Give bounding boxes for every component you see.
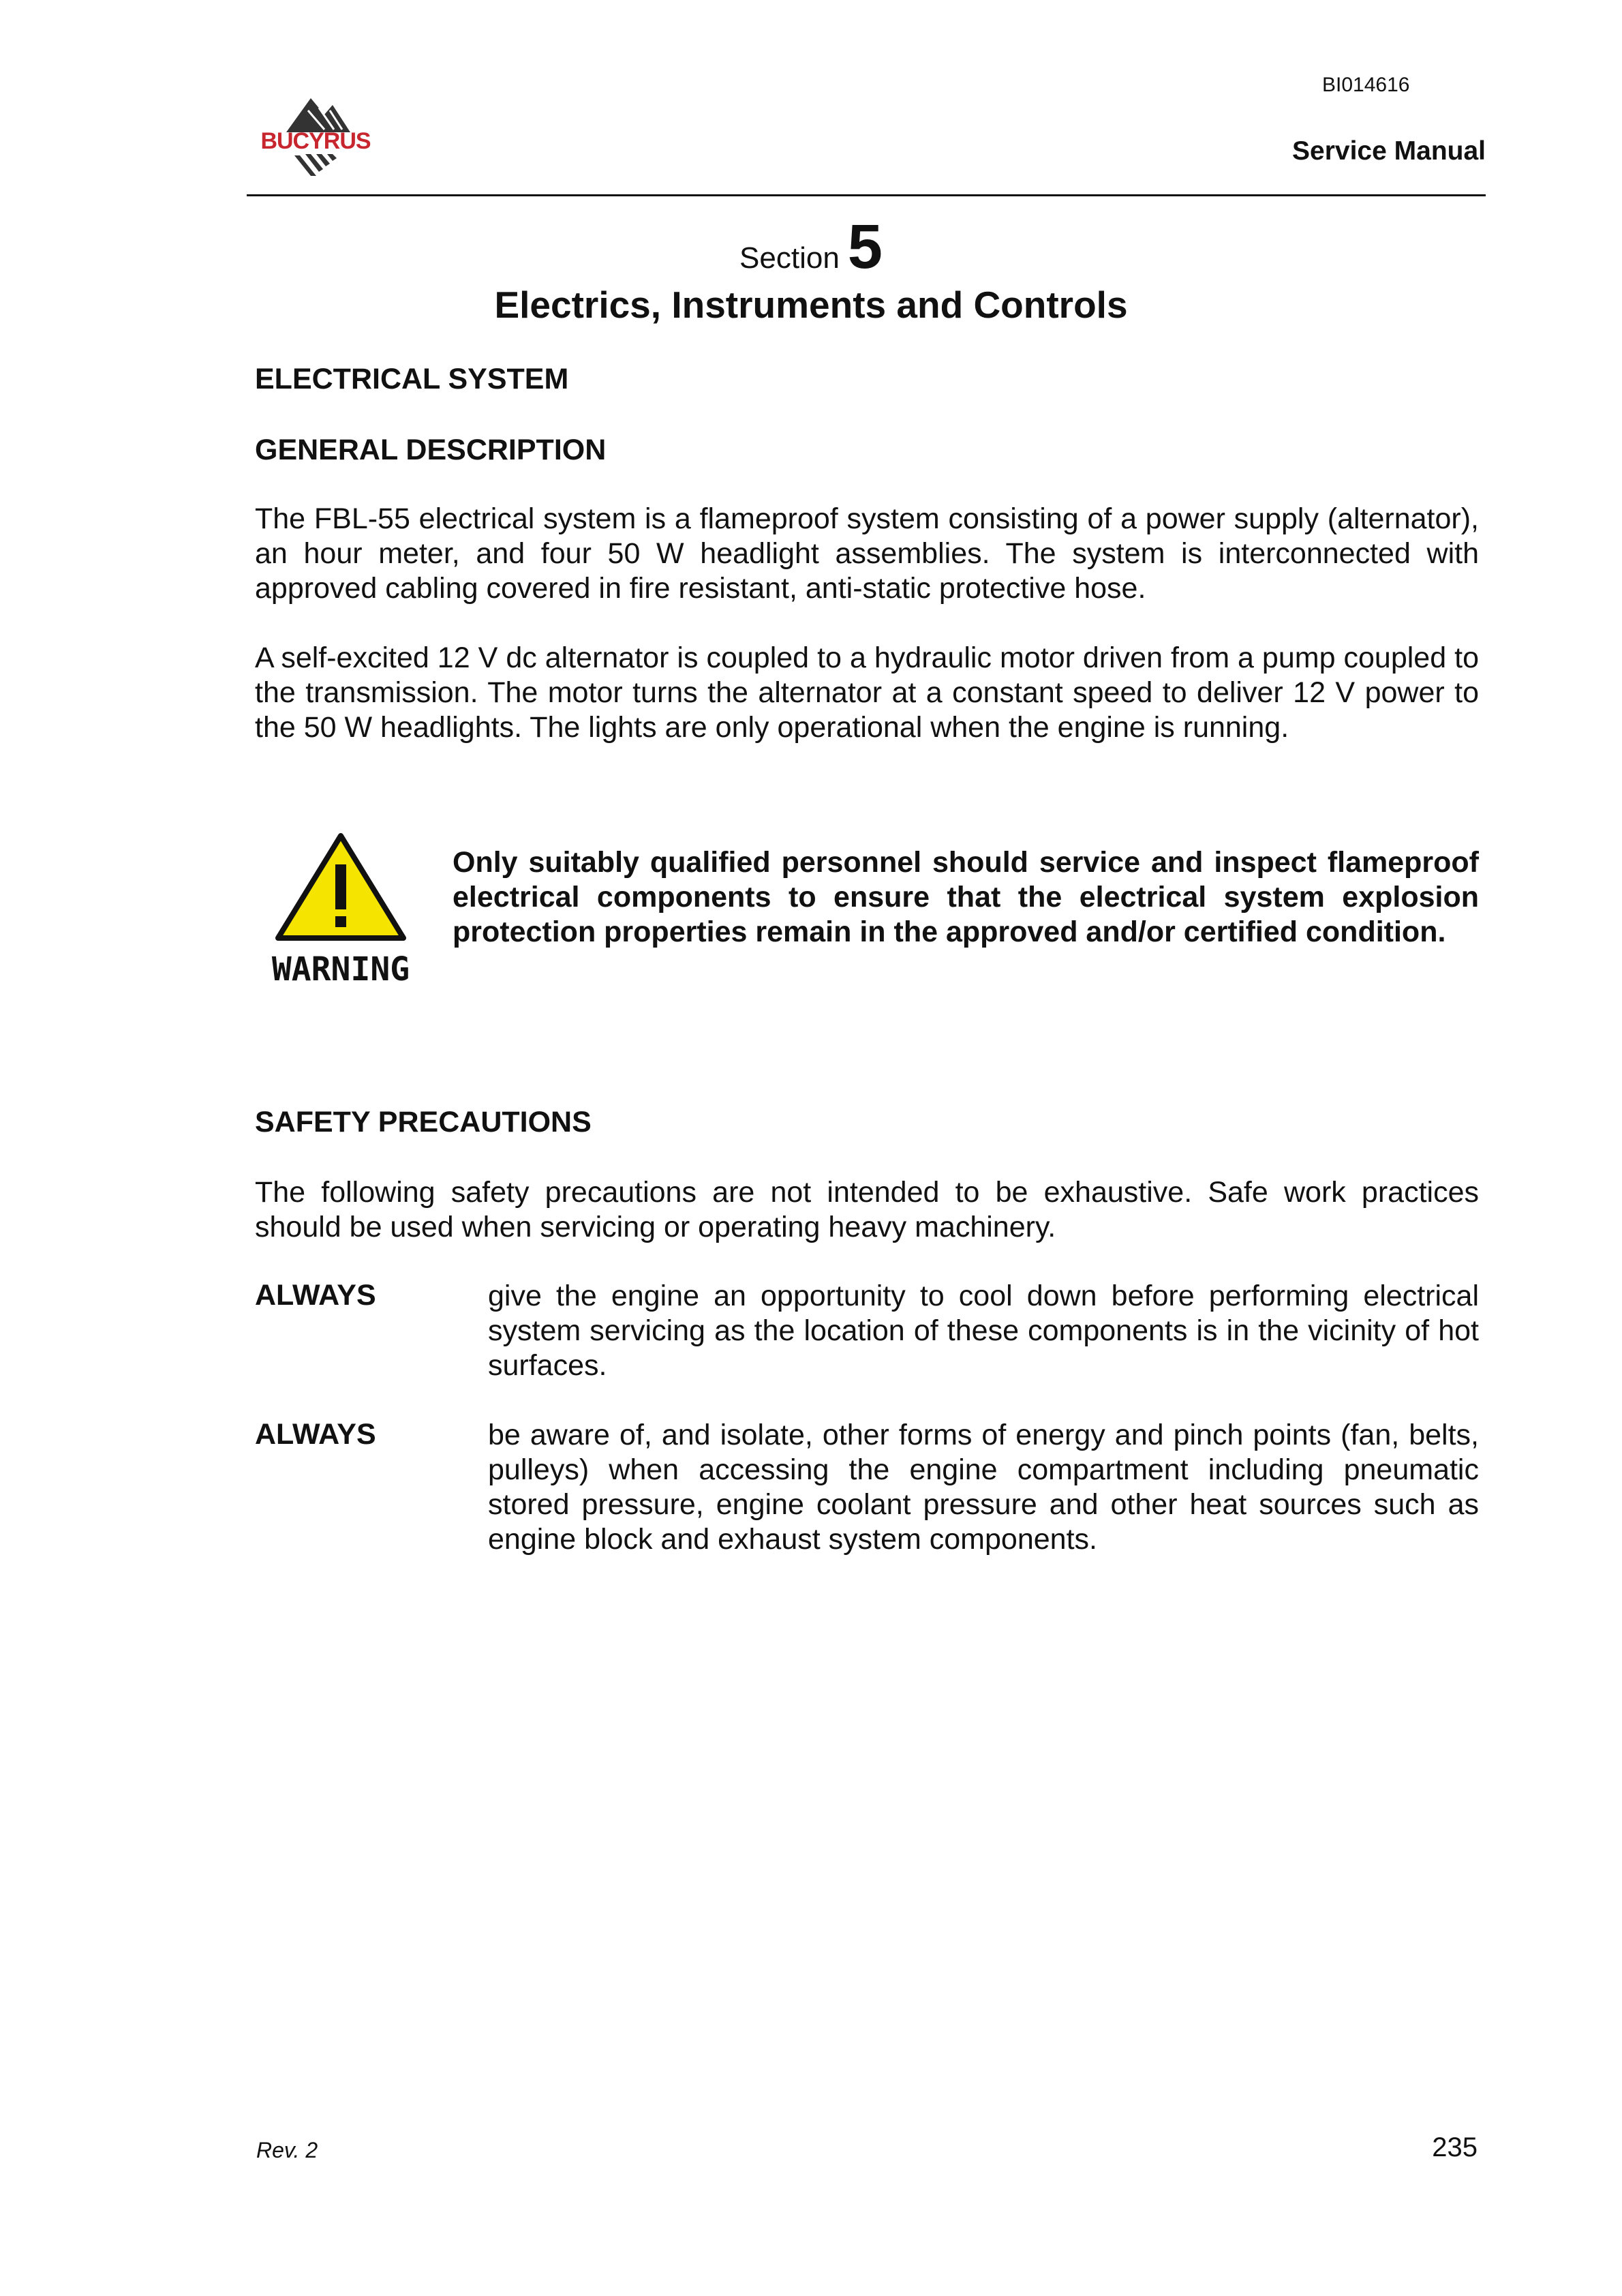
precaution-label: ALWAYS [255, 1279, 376, 1312]
precaution-text: give the engine an opportunity to cool down before performing electrical system servicing as the location of these components is in the vicinity of hot surfaces. [488, 1280, 1479, 1382]
warning-icon [254, 829, 431, 993]
heading-electrical-system: ELECTRICAL SYSTEM [255, 363, 569, 395]
section-heading [0, 211, 1622, 283]
precaution-text: be aware of, and isolate, other forms of energy and pinch points (fan, belts, pulleys) when accessing the engine compartment including pneumatic stored pressure, engine coolant pressure and other heat sources such as engine block and exhaust system components. [488, 1419, 1479, 1556]
section-label: Section [739, 241, 840, 275]
section-number: 5 [847, 212, 883, 282]
page-number: 235 [1432, 2132, 1478, 2162]
heading-general-description: GENERAL DESCRIPTION [255, 434, 607, 466]
paragraph-alternator: A self-excited 12 V dc alternator is coupled to a hydraulic motor driven from a pump coupled to the transmission. The motor turns the alternator at a constant speed to deliver 12 V power to the 50 W headlights. The lights are only operational when the engine is running. [255, 641, 1479, 744]
document-id: BI014616 [1322, 74, 1410, 96]
manual-title: Service Manual [1292, 136, 1486, 166]
heading-safety-precautions: SAFETY PRECAUTIONS [255, 1106, 592, 1138]
section-title: Electrics, Instruments and Controls [494, 284, 1128, 326]
logo-wordmark: BUCYRUS [260, 128, 371, 154]
warning-text: Only suitably qualified personnel should service and inspect flameproof electrical components to ensure that the electrical system explosion protection properties remain in the approved and/or certified condition. [453, 846, 1479, 948]
bucyrus-logo [243, 90, 388, 185]
warning-icon-label: WARNING [271, 950, 410, 988]
revision-label: Rev. 2 [256, 2138, 318, 2162]
header-divider [247, 194, 1486, 196]
paragraph-system-overview: The FBL-55 electrical system is a flameproof system consisting of a power supply (alternator), an hour meter, and four 50 W headlight assemblies. The system is interconnected with approved cabling covered in fire resistant, anti-static protective hose. [255, 502, 1479, 605]
paragraph-safety-intro: The following safety precautions are not intended to be exhaustive. Safe work practices should be used when servicing or operating heavy machinery. [255, 1176, 1479, 1243]
precaution-label: ALWAYS [255, 1418, 376, 1451]
